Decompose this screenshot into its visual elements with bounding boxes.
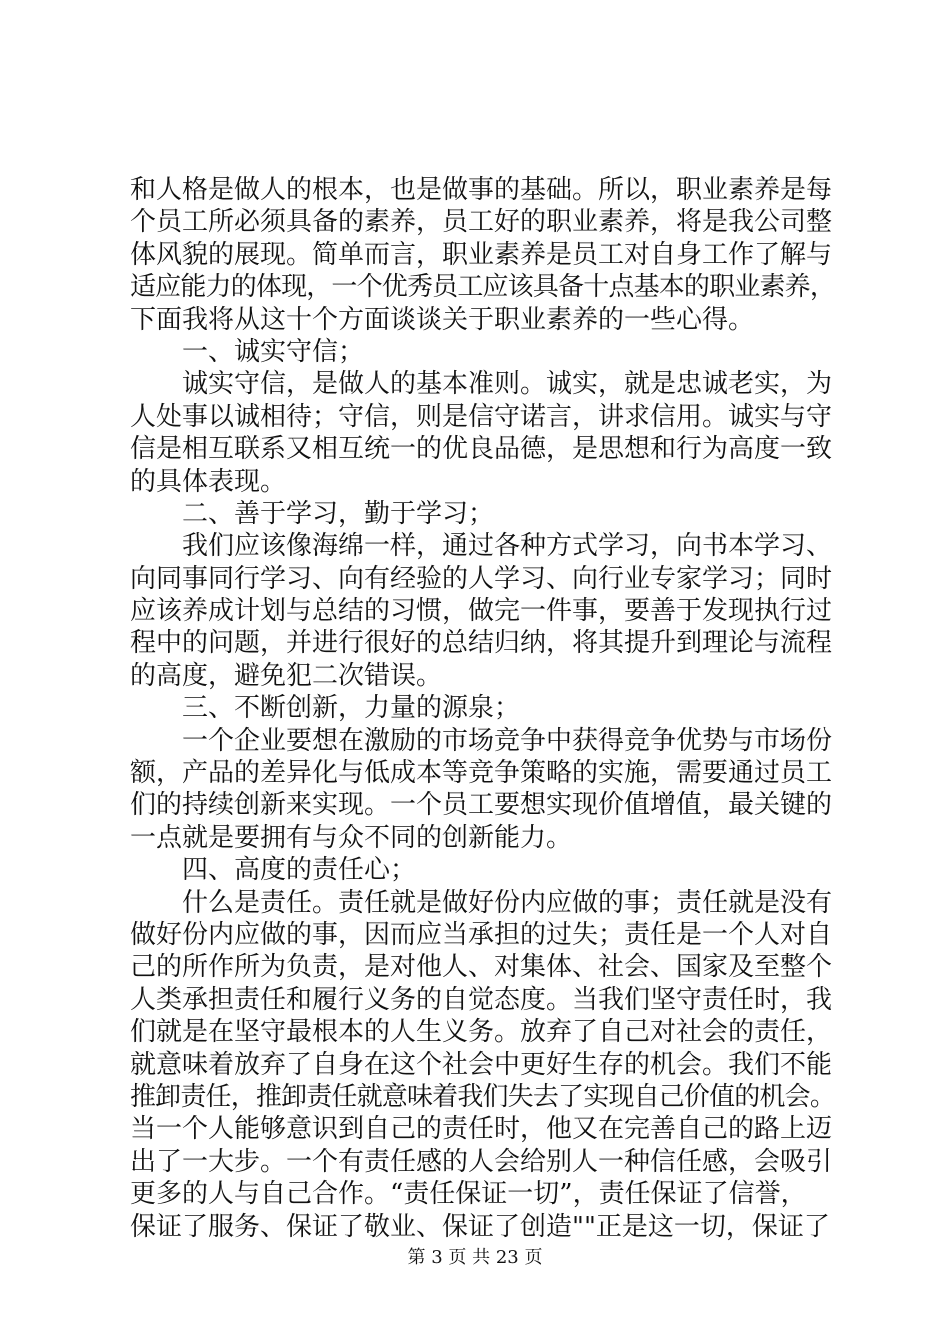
text-line: 一个企业要想在激励的市场竞争中获得竞争优势与市场份: [182, 725, 833, 756]
text-line: 一点就是要拥有与众不同的创新能力。: [130, 822, 573, 853]
text-line: 们的持续创新来实现。一个员工要想实现价值增值，最关键的: [130, 790, 833, 821]
text-line: 做好份内应做的事，因而应当承担的过失；责任是一个人对自: [130, 919, 833, 950]
text-line: 和人格是做人的根本，也是做事的基础。所以，职业素养是每: [130, 175, 833, 205]
text-line: 额，产品的差异化与低成本等竞争策略的实施，需要通过员工: [130, 758, 833, 789]
text-line: 什么是责任。责任就是做好份内应做的事；责任就是没有: [182, 887, 833, 918]
text-line: 就意味着放弃了自身在这个社会中更好生存的机会。我们不能: [130, 1049, 833, 1080]
document-body: [130, 174, 835, 1243]
text-line: 适应能力的体现，一个优秀员工应该具备十点基本的职业素养，: [130, 272, 836, 303]
text-line: 下面我将从这十个方面谈谈关于职业素养的一些心得。: [130, 304, 755, 335]
text-line: 向同事同行学习、向有经验的人学习、向行业专家学习；同时: [130, 563, 833, 594]
text-line: 保证了服务、保证了敬业、保证了创造""正是这一切，保证了: [130, 1211, 830, 1242]
text-line: 出了一大步。一个有责任感的人会给别人一种信任感，会吸引: [130, 1146, 833, 1177]
text-line: 更多的人与自己合作。“责任保证一切”，责任保证了信誉，: [130, 1179, 807, 1210]
text-line: 信是相互联系又相互统一的优良品德，是思想和行为高度一致: [130, 434, 833, 465]
text-line: 当一个人能够意识到自己的责任时，他又在完善自己的路上迈: [130, 1114, 833, 1145]
text-line: 己的所作所为负责，是对他人、对集体、社会、国家及至整个: [130, 952, 833, 983]
text-line: 程中的问题，并进行很好的总结归纳，将其提升到理论与流程: [130, 628, 833, 659]
text-line: 的高度，避免犯二次错误。: [130, 660, 443, 691]
text-line: 人类承担责任和履行义务的自觉态度。当我们坚守责任时，我: [130, 984, 833, 1015]
text-line: 一、诚实守信；: [182, 336, 365, 367]
text-line: 二、善于学习，勤于学习；: [182, 498, 495, 529]
text-line: 个员工所必须具备的素养，员工好的职业素养，将是我公司整: [130, 207, 833, 238]
text-line: 们就是在坚守最根本的人生义务。放弃了自己对社会的责任，: [130, 1017, 833, 1048]
text-line: 的具体表现。: [130, 466, 287, 497]
text-line: 诚实守信，是做人的基本准则。诚实，就是忠诚老实，为: [182, 369, 833, 400]
text-line: 四、高度的责任心；: [182, 855, 417, 886]
text-line: 三、不断创新，力量的源泉；: [182, 693, 521, 724]
text-line: 人处事以诚相待；守信，则是信守诺言，讲求信用。诚实与守: [130, 401, 833, 432]
text-line: 推卸责任，推卸责任就意味着我们失去了实现自己价值的机会。: [130, 1081, 836, 1112]
page-footer: 第 3 页 共 23 页: [407, 1247, 543, 1268]
text-line: 体风貌的展现。简单而言，职业素养是员工对自身工作了解与: [130, 239, 833, 270]
text-line: 我们应该像海绵一样，通过各种方式学习，向书本学习、: [182, 531, 833, 562]
text-line: 应该养成计划与总结的习惯，做完一件事，要善于发现执行过: [130, 596, 833, 627]
